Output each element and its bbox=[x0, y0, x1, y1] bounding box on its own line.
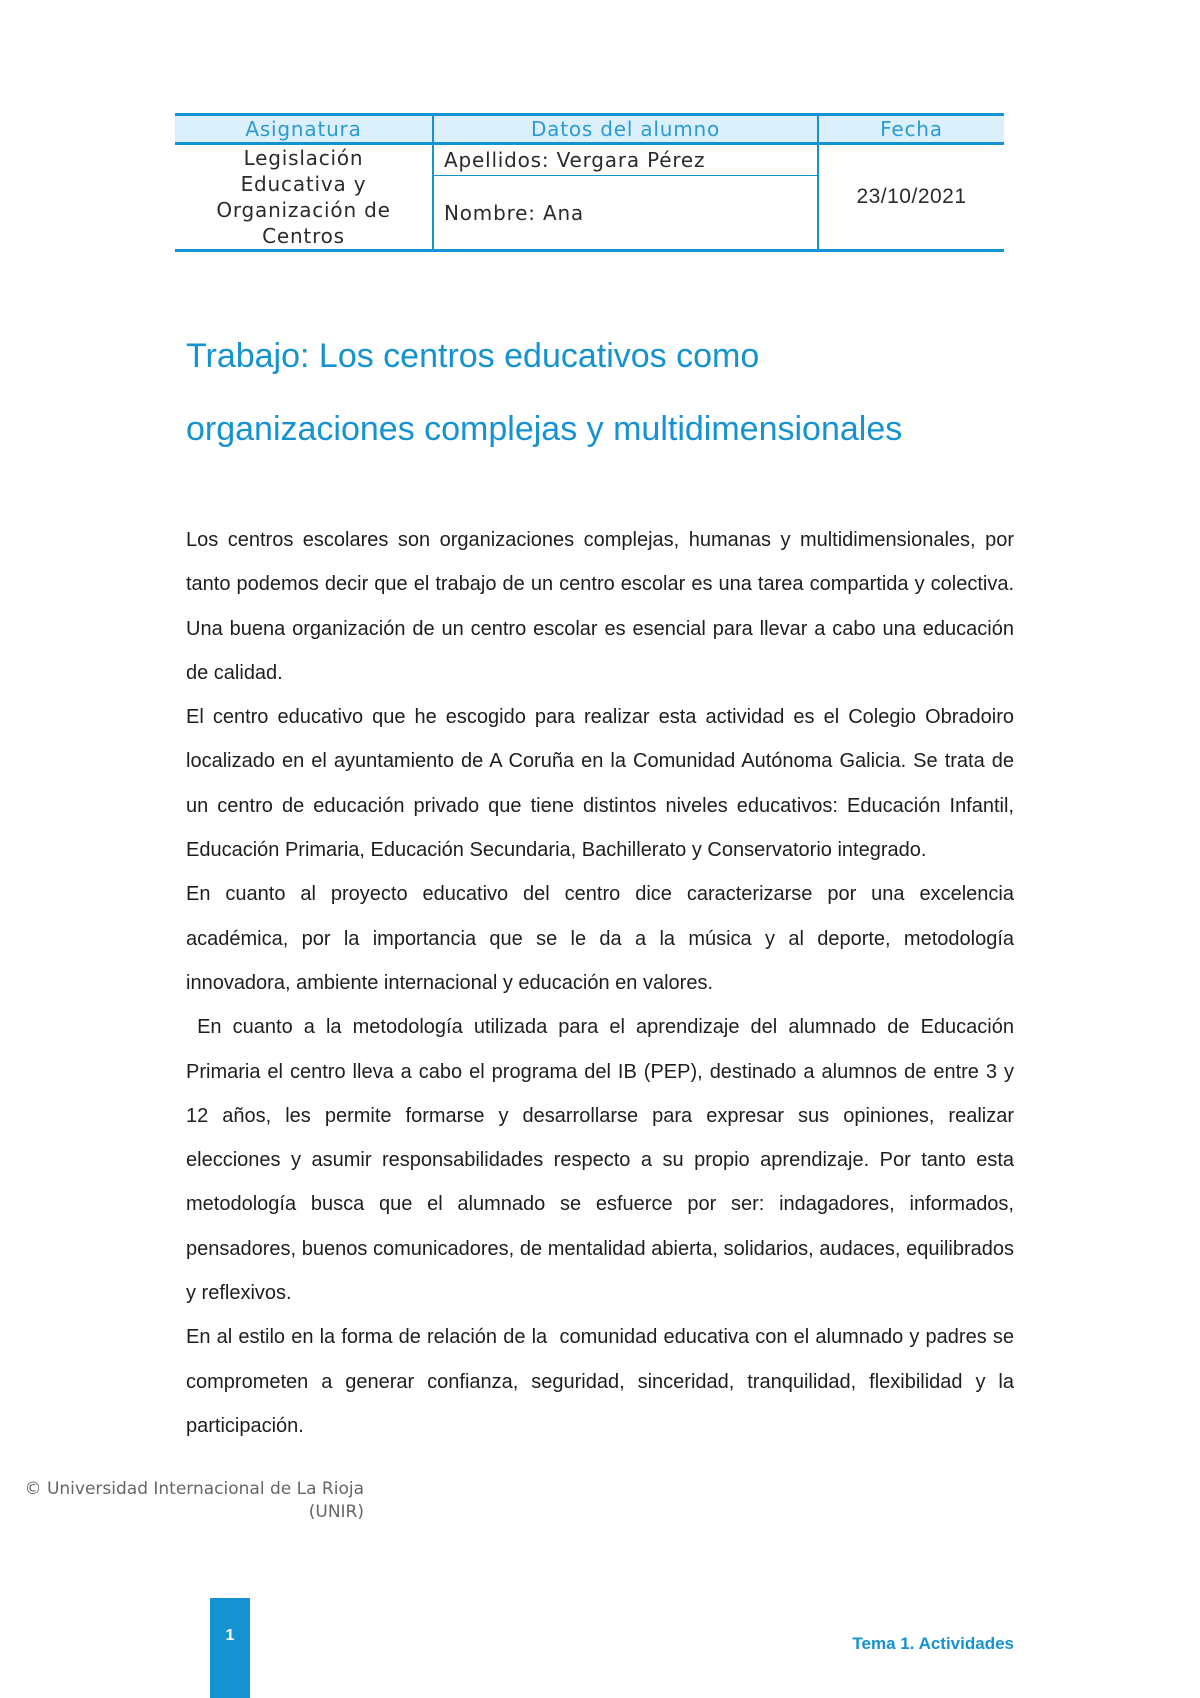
fecha-header: Fecha bbox=[818, 115, 1004, 144]
paragraph: En al estilo en la forma de relación de la comunidad educativa con el alumnado y padres se comprometen a generar confianza, seguridad, sinceridad, tranquilidad, flexibilidad y la participación. bbox=[186, 1326, 1020, 1437]
page-number-bar bbox=[210, 1598, 250, 1698]
title-line: organizaciones complejas y multidimensionales bbox=[186, 410, 903, 448]
paragraph: En cuanto a la metodología utilizada para el aprendizaje del alumnado de Educación Primaria el centro lleva a cabo el programa del IB (PEP), destinado a alumnos de entre 3 y 12 años, les permite formarse y desarrollarse para expresar sus opiniones, realizar elecciones y asumir responsabilidades respecto a su propio aprendizaje. Por tanto esta metodología busca que el alumnado se esfuerce por ser: indagadores, informados, pensadores, buenos comunicadores, de mentalidad abierta, solidarios, audaces, equilibrados y reflexivos. bbox=[186, 1016, 1020, 1305]
paragraph: En cuanto al proyecto educativo del centro dice caracterizarse por una excelencia académica, por la importancia que se le da a la música y al deporte, metodología innovadora, ambiente internacional y educación en valores. bbox=[186, 883, 1014, 994]
student-row bbox=[175, 144, 1004, 176]
title-line: Trabajo: Los centros educativos como bbox=[186, 337, 760, 375]
course-line: Educativa y bbox=[240, 172, 367, 196]
fecha-value: 23/10/2021 bbox=[818, 144, 1004, 251]
datos-alumno-header: Datos del alumno bbox=[433, 115, 818, 144]
course-name bbox=[175, 144, 433, 251]
apellidos-field: Apellidos: Vergara Pérez bbox=[433, 144, 818, 176]
course-line: Centros bbox=[262, 224, 345, 248]
course-line: Legislación bbox=[243, 146, 364, 170]
paragraph: El centro educativo que he escogido para realizar esta actividad es el Colegio Obradoiro localizado en el ayuntamiento de A Coruña en la Comunidad Autónoma Galicia. Se trata de un centro de educación privado que tiene distintos niveles educativos: Educación Infantil, Educación Primaria, Educación Secundaria, Bachillerato y Conservatorio integrado. bbox=[186, 706, 1014, 862]
asignatura-header: Asignatura bbox=[175, 115, 433, 144]
copyright-line: © Universidad Internacional de La Rioja bbox=[24, 1479, 364, 1499]
course-line: Organización de bbox=[216, 198, 391, 222]
copyright-notice bbox=[16, 1478, 364, 1524]
paragraph: Los centros escolares son organizaciones complejas, humanas y multidimensionales, por tanto podemos decir que el trabajo de un centro escolar es una tarea compartida y colectiva. Una buena organización de un centro escolar es esencial para llevar a cabo una educación de calidad. bbox=[186, 529, 1014, 684]
topic-label: Tema 1. Actividades bbox=[852, 1634, 1014, 1653]
header-row bbox=[175, 115, 1004, 144]
header-table bbox=[175, 113, 1004, 252]
nombre-field: Nombre: Ana bbox=[433, 176, 818, 251]
document-body bbox=[186, 518, 1020, 1448]
copyright-line: (UNIR) bbox=[308, 1502, 364, 1522]
document-title bbox=[186, 320, 1046, 466]
page-number: 1 bbox=[225, 1627, 235, 1644]
